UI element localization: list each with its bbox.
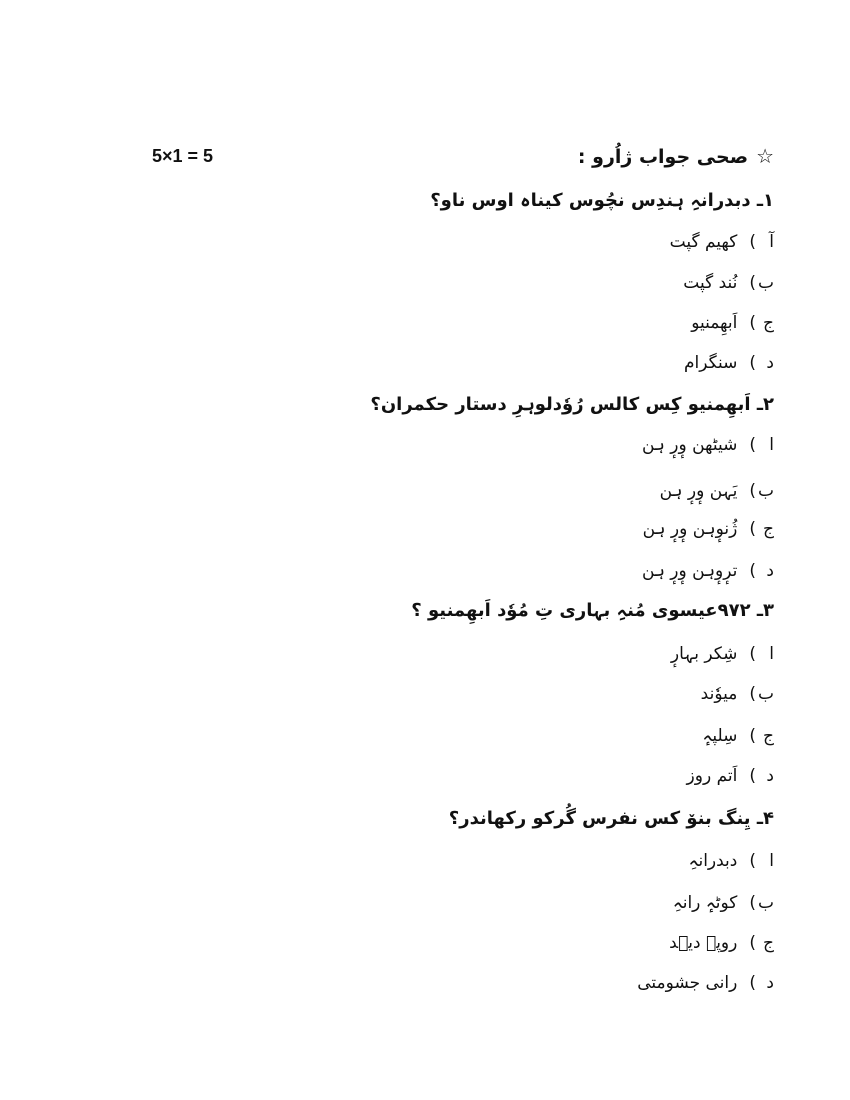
option-text: میوٗند bbox=[700, 684, 738, 704]
option-letter: د bbox=[766, 561, 774, 581]
marks-label: 5×1 = 5 bbox=[152, 146, 214, 166]
option-letter: ا bbox=[769, 851, 774, 871]
option-text: رانی جشومتی bbox=[637, 973, 738, 993]
question-4-option-a: ا ) دبدرانہِ bbox=[688, 851, 774, 871]
question-3-option-c: ج ) سِلپہٕ bbox=[702, 726, 774, 746]
question-2: ٢ـ اَبھِمنیو کِس کالس رُوٗدلوہرِ دستار حکمران؟ bbox=[370, 394, 774, 415]
question-3-option-d: د ) اَتم روز bbox=[686, 766, 774, 786]
option-letter: ا bbox=[769, 644, 774, 664]
option-text: ژُنوٕہن وٕرٕ ہن bbox=[642, 519, 738, 539]
option-letter: ا bbox=[769, 435, 774, 455]
option-text: یَہن وٕرٕ ہن bbox=[659, 481, 738, 501]
option-text: سِلپہٕ bbox=[702, 726, 738, 746]
option-letter: ج bbox=[763, 933, 774, 953]
question-2-option-a: ا ) شیٹھن وٕرٕ ہن bbox=[641, 435, 774, 455]
question-1-option-c: ج ) اَبھِمنیو bbox=[691, 313, 774, 333]
section-title: صحی جواب ژاُرو : bbox=[577, 146, 749, 168]
question-2-option-c: ج ) ژُنوٕہن وٕرٕ ہن bbox=[642, 519, 774, 539]
question-4-option-c: ج ) روپہ دیٖد bbox=[669, 933, 774, 953]
option-letter: د bbox=[766, 973, 774, 993]
question-1-option-b: ب ) نُند گپت bbox=[683, 273, 774, 293]
option-text: کوٹہٕ رانہِ bbox=[672, 893, 738, 913]
option-letter: ج bbox=[763, 726, 774, 746]
option-text: اَتم روز bbox=[686, 766, 738, 786]
option-text: کھیم گپت bbox=[669, 232, 738, 252]
option-letter: ج bbox=[763, 313, 774, 333]
question-2-option-b: ب ) یَہن وٕرٕ ہن bbox=[659, 481, 774, 501]
option-letter: ب bbox=[757, 273, 774, 293]
option-letter: آ bbox=[769, 232, 774, 252]
option-letter: ب bbox=[757, 893, 774, 913]
option-text: شیٹھن وٕرٕ ہن bbox=[641, 435, 738, 455]
question-4-option-b: ب ) کوٹہٕ رانہِ bbox=[672, 893, 774, 913]
question-1: ١ـ دبدرانہِ ہندِس نچُوس کیناہ اوس ناو؟ bbox=[430, 190, 774, 211]
option-letter: د bbox=[766, 766, 774, 786]
question-4-option-d: د ) رانی جشومتی bbox=[637, 973, 774, 993]
question-1-option-d: د ) سنگرام bbox=[683, 353, 774, 373]
question-2-option-d: د ) ترٕوٕہن وٕرٕ ہن bbox=[642, 561, 774, 581]
question-4: ۴ـ یِنگ بنوٚ کس نفرس گُرکو رکھاندر؟ bbox=[448, 808, 774, 829]
option-text: اَبھِمنیو bbox=[691, 313, 738, 333]
option-text: سنگرام bbox=[683, 353, 738, 373]
option-text: نُند گپت bbox=[683, 273, 738, 293]
option-text: روپہ دیٖد bbox=[669, 933, 738, 953]
option-text: ترٕوٕہن وٕرٕ ہن bbox=[642, 561, 738, 581]
question-3: ٣ـ ٩٧٢عیسوی مُنہِ بہاری تِ مُوٗد اَبھِمنیو ؟ bbox=[411, 600, 774, 621]
option-letter: ج bbox=[763, 519, 774, 539]
star-icon: ☆ bbox=[756, 144, 774, 168]
option-text: شِکر بہارٕ bbox=[670, 644, 738, 664]
option-letter: ب bbox=[757, 684, 774, 704]
option-text: دبدرانہِ bbox=[688, 851, 738, 871]
option-letter: د bbox=[766, 353, 774, 373]
option-letter: ب bbox=[757, 481, 774, 501]
question-3-option-b: ب ) میوٗند bbox=[700, 684, 774, 704]
question-1-option-a: آ ) کھیم گپت bbox=[669, 232, 774, 252]
section-header bbox=[578, 144, 774, 168]
question-3-option-a: ا ) شِکر بہارٕ bbox=[670, 644, 774, 664]
